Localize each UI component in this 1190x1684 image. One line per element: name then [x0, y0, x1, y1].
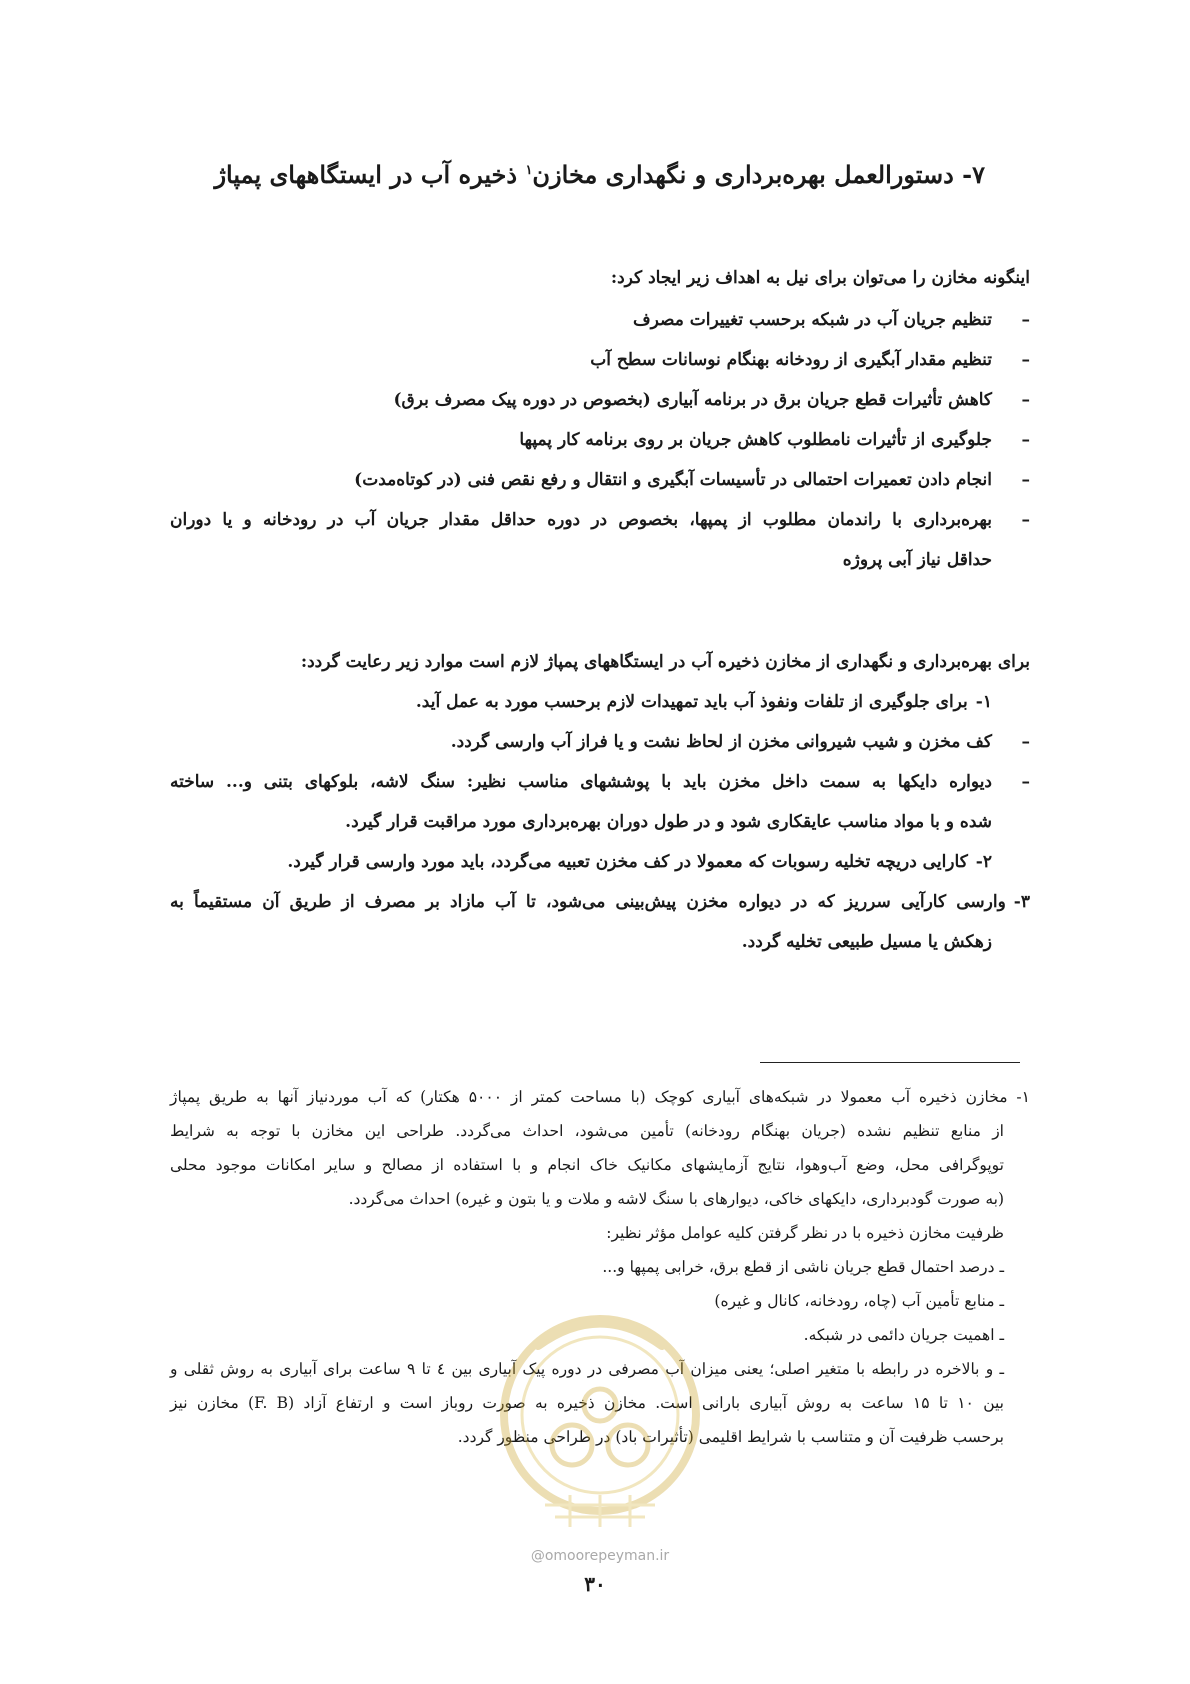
- list-item-text: کاهش تأثیرات قطع جریان برق در برنامه آبیاری (بخصوص در دوره پیک مصرف برق): [393, 390, 992, 410]
- footnote-line: ـ و بالاخره در رابطه با متغیر اصلی؛ یعنی میزان آب مصرفی در دوره پیک آبیاری بین ٤ تا ٩ ساعت برای آبیاری به روش ثقلی و: [170, 1360, 1004, 1378]
- list-item: [170, 460, 1030, 500]
- footnote-line: برحسب ظرفیت آن و متناسب با شرایط اقلیمی (تأثیرات باد) در طراحی منظور گردد.: [457, 1428, 1004, 1446]
- list-item: [170, 340, 1030, 380]
- title-prefix: ۷- دستورالعمل بهره‌برداری و نگهداری مخازن: [532, 160, 985, 189]
- bullet-dash: –: [1021, 470, 1030, 490]
- list-item-continuation: حداقل نیاز آبی پروژه: [842, 550, 992, 570]
- bullet-dash: –: [1021, 772, 1030, 792]
- bullet-dash: –: [1021, 310, 1030, 330]
- bullet-dash: –: [1021, 430, 1030, 450]
- list-item-text: تنظیم مقدار آبگیری از رودخانه بهنگام نوسانات سطح آب: [590, 350, 992, 370]
- intro-text: اینگونه مخازن را می‌توان برای نیل به اهداف زیر ایجاد کرد:: [610, 268, 1030, 288]
- requirement-3: [170, 882, 1030, 922]
- requirements-intro: برای بهره‌برداری و نگهداری از مخازن ذخیره آب در ایستگاههای پمپاژ لازم است موارد زیر رعایت گردد:: [300, 652, 1030, 672]
- footnote-line: (به صورت گودبرداری، دایکهای خاکی، دیوارهای با سنگ لاشه و ملات و یا بتون و غیره) احداث می‌گردد.: [348, 1190, 1004, 1208]
- list-item: [170, 300, 1030, 340]
- list-item: [170, 762, 1030, 802]
- list-item: [170, 722, 1030, 762]
- list-item-text: تنظیم جریان آب در شبکه برحسب تغییرات مصرف: [633, 310, 992, 330]
- list-item-text: بهره‌برداری با راندمان مطلوب از پمپها، بخصوص در دوره حداقل مقدار جریان آب در رودخانه و یا دوران: [170, 510, 992, 530]
- list-item-text: دیواره دایکها به سمت داخل مخزن باید با پوششهای مناسب نظیر: سنگ لاشه، بلوکهای بتنی و... ساخته: [170, 772, 992, 792]
- watermark-logo-icon: [490, 1305, 710, 1545]
- requirement-text: وارسی کارآیی سرریز که در دیواره مخزن پیش‌بینی می‌شود، تا آب مازاد بر مصرف از طریق آن مستقیماً به: [170, 892, 1006, 912]
- section-title: [185, 160, 985, 189]
- list-item-text: کف مخزن و شیب شیروانی مخزن از لحاظ نشت و یا فراز آب وارسی گردد.: [450, 732, 992, 752]
- footnote-line: ـ درصد احتمال قطع جریان ناشی از قطع برق، خرابی پمپها و...: [602, 1258, 1004, 1276]
- footnote-line: ـ اهمیت جریان دائمی در شبکه.: [803, 1326, 1004, 1344]
- requirement-1: [170, 682, 1030, 722]
- bullet-dash: –: [1021, 732, 1030, 752]
- footnote-line: ـ منابع تأمین آب (چاه، رودخانه، کانال و غیره): [714, 1292, 1004, 1310]
- list-item-text: انجام دادن تعمیرات احتمالی در تأسیسات آبگیری و انتقال و رفع نقص فنی (در کوتاه‌مدت): [354, 470, 992, 490]
- watermark-url: @omoorepeyman.ir: [530, 1548, 670, 1564]
- requirement-2: [170, 842, 1030, 882]
- list-item: [170, 420, 1030, 460]
- footnote-line: ظرفیت مخازن ذخیره با در نظر گرفتن کلیه عوامل مؤثر نظیر:: [606, 1224, 1004, 1242]
- bullet-dash: –: [1021, 510, 1030, 530]
- list-item-text: جلوگیری از تأثیرات نامطلوب کاهش جریان بر روی برنامه کار پمپها: [519, 430, 992, 450]
- footnote-line: از منابع تنظیم نشده (جریان بهنگام رودخانه) تأمین می‌شود، احداث می‌گردد. طراحی این مخازن با توجه به شرایط: [170, 1122, 1004, 1140]
- intro-paragraph: [170, 258, 1030, 298]
- list-item-continuation: شده و با مواد مناسب عایقکاری شود و در طول دوران بهره‌برداری مورد مراقبت قرار گیرد.: [345, 812, 992, 832]
- footnote-line: بین ۱۰ تا ۱۵ ساعت به روش آبیاری بارانی است. مخازن ذخیره به صورت روباز است و ارتفاع آزاد (F. B) مخازن نیز: [170, 1394, 1004, 1412]
- list-item: [170, 500, 1030, 540]
- requirement-number: ۱-: [975, 692, 992, 712]
- footnote-line: ۱- مخازن ذخیره آب معمولا در شبکه‌های آبیاری کوچک (با مساحت کمتر از ۵۰۰۰ هکتار) که آب موردنیاز آنها به طریق پمپاژ: [170, 1088, 1030, 1106]
- bullet-dash: –: [1021, 390, 1030, 410]
- requirement-number: ۲-: [975, 852, 992, 872]
- list-item: [170, 380, 1030, 420]
- requirement-text: کارایی دریچه تخلیه رسوبات که معمولا در کف مخزن تعبیه می‌گردد، باید مورد وارسی قرار گیرد.: [287, 852, 968, 872]
- requirement-text: برای جلوگیری از تلفات ونفوذ آب باید تمهیدات لازم برحسب مورد به عمل آید.: [415, 692, 968, 712]
- footnote-ref: ۱: [525, 163, 533, 178]
- requirement-continuation: زهکش یا مسیل طبیعی تخلیه گردد.: [741, 932, 992, 952]
- requirements-section: [170, 642, 1030, 962]
- title-suffix: ذخیره آب در ایستگاههای پمپاژ: [214, 160, 526, 189]
- requirement-number: ۳-: [1013, 892, 1030, 912]
- footnote-divider: [760, 1062, 1020, 1063]
- bullet-dash: –: [1021, 350, 1030, 370]
- goals-list: [170, 300, 1030, 580]
- footnote-line: توپوگرافی محل، وضع آب‌وهوا، نتایج آزمایشهای مکانیک خاک انجام و با استفاده از مصالح و سایر امکانات موجود محلی: [170, 1156, 1004, 1174]
- page-number: ۳۰: [584, 1572, 606, 1596]
